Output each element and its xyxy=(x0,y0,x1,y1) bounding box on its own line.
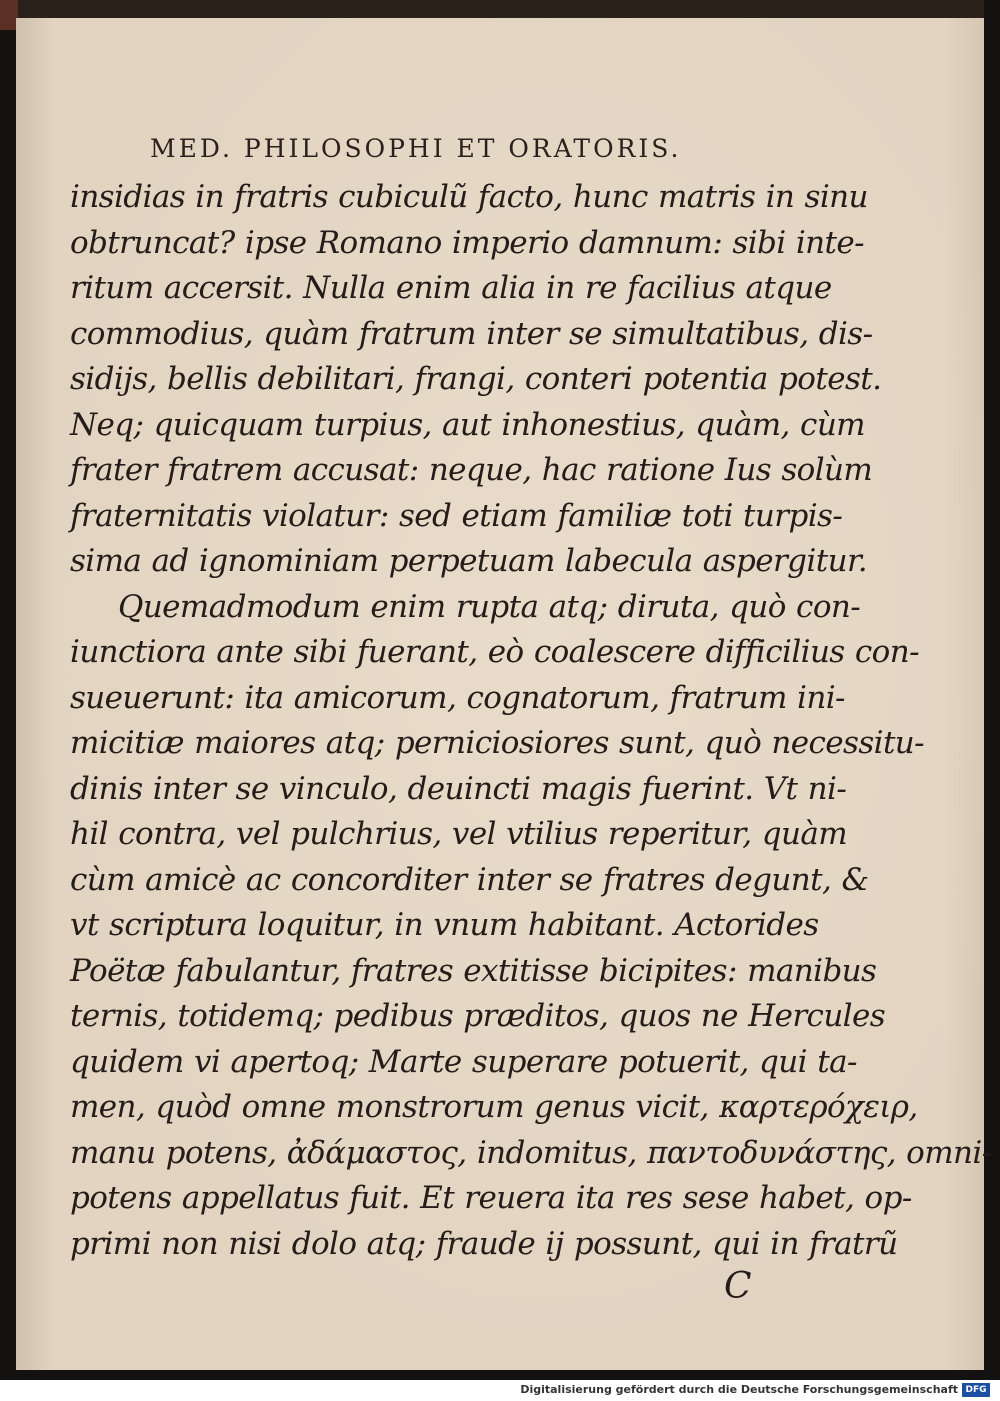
text-line: manu potens, ἀδάμαστος, indomitus, παντοδυνάστης, omni- xyxy=(70,1134,992,1171)
text-line: frater fratrem accusat: neque, hac ratione Ius solùm xyxy=(70,452,873,488)
running-head: MED. PHILOSOPHI ET ORATORIS. xyxy=(150,134,682,163)
text-line: cùm amicè ac concorditer inter se fratres degunt, & xyxy=(70,861,869,898)
text-line: quidem vi apertoq; Marte superare potuerit, qui ta- xyxy=(70,1043,857,1080)
text-line: sima ad ignominiam perpetuam labecula aspergitur. xyxy=(70,543,868,579)
text-line: dinis inter se vinculo, deuincti magis fuerint. Vt ni- xyxy=(70,770,847,807)
text-line: Neq; quicquam turpius, aut inhonestius, quàm, cùm xyxy=(70,406,865,443)
paragraph-start-line: Quemadmodum enim rupta atq; diruta, quò con- xyxy=(118,588,861,625)
text-line: fraternitatis violatur: sed etiam familiæ toti turpis- xyxy=(70,497,843,534)
text-line: insidias in fratris cubiculũ facto, hunc matris in sinu xyxy=(70,179,868,215)
text-line: ritum accersit. Nulla enim alia in re facilius atque xyxy=(70,270,832,306)
text-line: commodius, quàm fratrum inter se simultatibus, dis- xyxy=(70,315,873,352)
body-text xyxy=(70,175,992,1267)
text-line: vt scriptura loquitur, in vnum habitant. Actorides xyxy=(70,907,819,943)
text-line: micitiæ maiores atq; perniciosiores sunt, quò necessitu- xyxy=(70,725,925,761)
text-line: obtruncat? ipse Romano imperio damnum: sibi inte- xyxy=(70,224,865,261)
dfg-logo-icon[interactable]: DFG xyxy=(962,1383,990,1397)
text-line: sidijs, bellis debilitari, frangi, conteri potentia potest. xyxy=(70,361,882,397)
text-line: hil contra, vel pulchrius, vel vtilius reperitur, quàm xyxy=(70,816,848,852)
text-line: potens appellatus fuit. Et reuera ita res sese habet, op- xyxy=(70,1180,912,1216)
funding-credit: Digitalisierung gefördert durch die Deutsche Forschungsgemeinschaft xyxy=(520,1383,958,1396)
page-top-edge xyxy=(16,0,984,20)
text-line: men, quòd omne monstrorum genus vicit, καρτερόχειρ, xyxy=(70,1089,918,1125)
signature-mark: C xyxy=(724,1266,752,1307)
text-line: iunctiora ante sibi fuerant, eò coalescere difficilius con- xyxy=(70,634,919,670)
text-line: Poëtæ fabulantur, fratres extitisse bicipites: manibus xyxy=(70,952,877,989)
text-line: ternis, totidemq; pedibus præditos, quos ne Hercules xyxy=(70,998,886,1034)
text-line: sueuerunt: ita amicorum, cognatorum, fratrum ini- xyxy=(70,679,845,716)
text-line: primi non nisi dolo atq; fraude ij possunt, qui in fratrũ xyxy=(70,1225,898,1262)
